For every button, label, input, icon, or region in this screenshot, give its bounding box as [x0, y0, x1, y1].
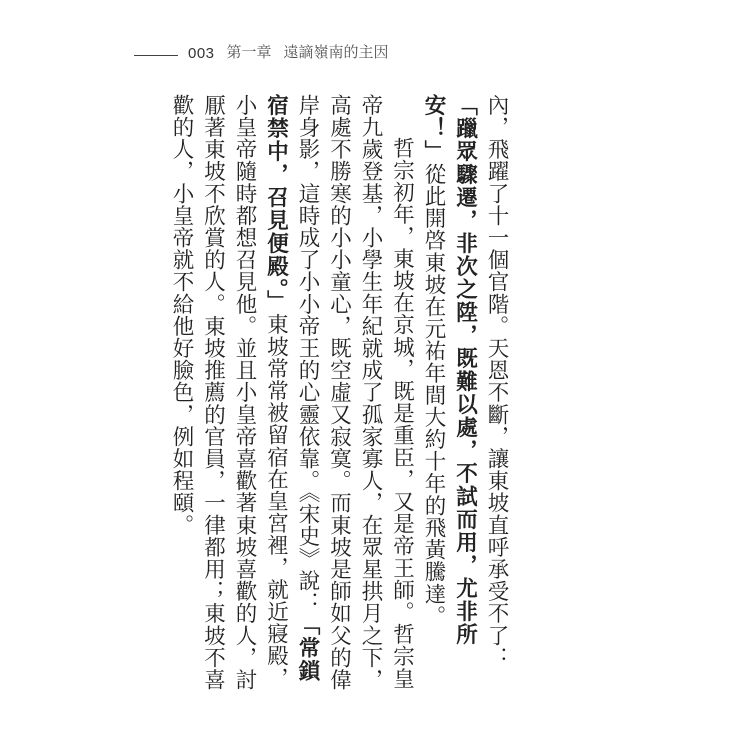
paragraph-1-quote: 「躐眾驟遷，非次之陞，既難以處，不試而用，尤非所安！」	[421, 94, 478, 646]
paragraph-2-text: 哲宗初年，東坡在京城，既是重臣，又是帝王師。哲宗皇帝九歲登基，小學生年紀就成了孤家寡人，在眾星拱月之下，高處不勝寒的小小童心，既空虛又寂寞。而東坡是師如父的偉岸身影，這時成了小小帝王的心靈依靠。《宋史》說：	[295, 94, 415, 691]
body-text	[169, 94, 512, 694]
page-number: 003	[188, 45, 215, 62]
chapter-label: 第一章	[226, 43, 272, 61]
paragraph-1	[418, 94, 513, 694]
paragraph-1-text-end: 從此開啓東坡在元祐年間大約十年的飛黃騰達。	[421, 163, 446, 628]
paragraph-1-text: 內，飛躍了十一個官階。天恩不斷，讓東坡直呼承受不了：	[484, 94, 509, 669]
chapter-title: 遠謫嶺南的主因	[283, 43, 389, 61]
paragraph-2-text-end: 東坡常常被留宿在皇宮裡，就近寢殿，小皇帝隨時都想召見他。並且小皇帝喜歡著東坡喜歡的人，討厭著東坡不欣賞的人。東坡推薦的官員，一律都用；東坡不喜歡的人，小皇帝就不給他好臉色，例如程頤。	[169, 94, 289, 691]
header-rule	[134, 55, 178, 56]
paragraph-2-quote: 「常鎖宿禁中，召見便殿。」	[263, 94, 320, 683]
running-header	[134, 36, 389, 62]
paragraph-2	[166, 94, 418, 694]
